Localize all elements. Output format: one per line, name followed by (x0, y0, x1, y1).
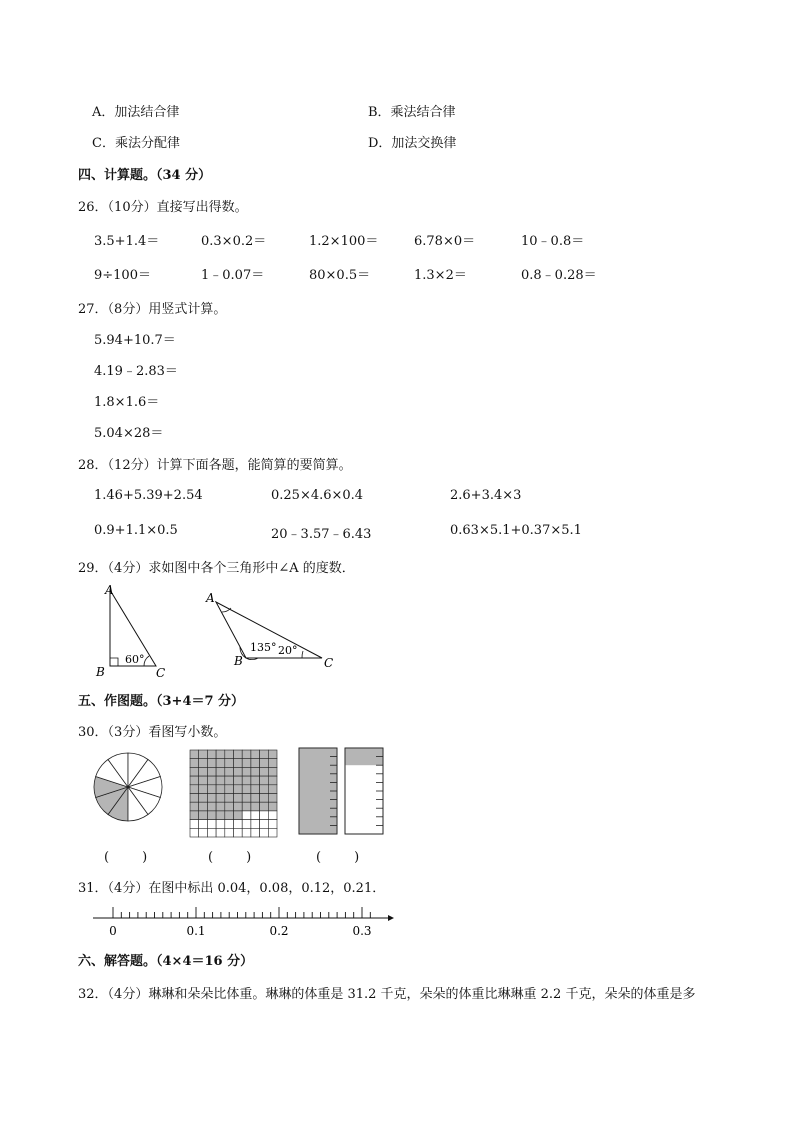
q26-r2-5: 0.8﹣0.28＝ (521, 268, 597, 283)
grid-cell (207, 828, 216, 837)
grid-cell (207, 785, 216, 794)
q32-stem: 32．（4分）琳琳和朵朵比体重。琳琳的体重是 31.2 千克，朵朵的体重比琳琳重 2.2 千克，朵朵的体重是多 (78, 987, 696, 1002)
grid-cell (199, 776, 208, 785)
grid-cell (225, 820, 234, 829)
grid-cell (216, 759, 225, 768)
grid-cell (225, 802, 234, 811)
grid-cell (225, 759, 234, 768)
grid-cell (190, 776, 199, 785)
grid-cell (225, 811, 234, 820)
grid-cell (190, 794, 199, 803)
grid-cell (251, 802, 260, 811)
grid-cell (207, 759, 216, 768)
grid-cell (268, 802, 277, 811)
q30-blank-2[interactable]: ( ) (208, 850, 252, 865)
grid-cell (234, 811, 243, 820)
grid-cell (207, 794, 216, 803)
grid-cell (260, 820, 269, 829)
grid-cell (190, 802, 199, 811)
grid-cell (199, 767, 208, 776)
grid-cell (207, 750, 216, 759)
grid-cell (190, 811, 199, 820)
q26-r1-3: 1.2×100＝ (309, 234, 379, 249)
grid-cell (260, 828, 269, 837)
grid-cell (268, 811, 277, 820)
q30-stem: 30．（3分）看图写小数。 (78, 725, 227, 740)
q28-r1-3: 2.6+3.4×3 (450, 488, 522, 503)
q26-r2-4: 1.3×2＝ (414, 268, 467, 283)
tri1-label-a: A (105, 583, 114, 597)
tri2-angle-b: 135° (250, 641, 277, 654)
tri1-angle-c: 60° (125, 653, 145, 666)
decimal-bars (299, 748, 383, 834)
number-line-arrow (388, 915, 394, 921)
grid-cell (251, 750, 260, 759)
grid-cell (216, 750, 225, 759)
q30-blank-1[interactable]: ( ) (104, 850, 148, 865)
q27-item-2: 4.19﹣2.83＝ (94, 364, 178, 379)
grid-cell (190, 828, 199, 837)
grid-cell (216, 776, 225, 785)
grid-cell (225, 785, 234, 794)
q26-r1-1: 3.5+1.4＝ (94, 234, 160, 249)
grid-cell (260, 811, 269, 820)
number-line-label-0.3: 0.3 (352, 924, 372, 938)
grid-cell (190, 759, 199, 768)
q30-figures (90, 745, 390, 840)
grid-cell (242, 759, 251, 768)
grid-cell (268, 767, 277, 776)
grid-cell (199, 759, 208, 768)
grid-cell (225, 750, 234, 759)
grid-cell (225, 794, 234, 803)
q29-triangles-figure (90, 580, 350, 680)
q26-r2-2: 1﹣0.07＝ (201, 268, 265, 283)
section-5-title: 五、作图题。（3+4＝7 分） (78, 694, 245, 709)
option-b: B．乘法结合律 (368, 105, 456, 120)
tri2-angle-c: 20° (278, 644, 298, 657)
decimal-circle (94, 753, 162, 821)
q30-blank-3[interactable]: ( ) (316, 850, 360, 865)
section-4-title: 四、计算题。（34 分） (78, 168, 212, 183)
grid-cell (225, 828, 234, 837)
q26-r2-1: 9÷100＝ (94, 268, 151, 283)
grid-cell (251, 759, 260, 768)
grid-cell (260, 776, 269, 785)
grid-cell (216, 828, 225, 837)
q28-r1-1: 1.46+5.39+2.54 (94, 488, 203, 503)
grid-cell (199, 811, 208, 820)
grid-cell (242, 776, 251, 785)
grid-cell (216, 767, 225, 776)
grid-cell (225, 776, 234, 785)
number-line-label-0.1: 0.1 (186, 924, 206, 938)
option-d: D．加法交换律 (368, 136, 457, 151)
grid-cell (268, 820, 277, 829)
grid-cell (260, 794, 269, 803)
option-c: C．乘法分配律 (92, 136, 180, 151)
grid-cell (234, 785, 243, 794)
grid-cell (199, 794, 208, 803)
grid-cell (268, 794, 277, 803)
grid-cell (190, 750, 199, 759)
grid-cell (251, 767, 260, 776)
q27-item-1: 5.94+10.7＝ (94, 333, 176, 348)
grid-cell (207, 767, 216, 776)
tri1-label-b: B (96, 665, 105, 679)
grid-cell (242, 820, 251, 829)
q28-r1-2: 0.25×4.6×0.4 (271, 488, 364, 503)
grid-cell (234, 820, 243, 829)
grid-cell (207, 776, 216, 785)
q28-r2-3: 0.63×5.1+0.37×5.1 (450, 523, 582, 538)
grid-cell (207, 802, 216, 811)
grid-cell (216, 802, 225, 811)
grid-cell (260, 767, 269, 776)
q26-r2-3: 80×0.5＝ (309, 268, 371, 283)
grid-cell (242, 750, 251, 759)
q28-r2-1: 0.9+1.1×0.5 (94, 523, 178, 538)
grid-cell (268, 828, 277, 837)
number-line (90, 902, 395, 942)
grid-cell (242, 802, 251, 811)
grid-cell (268, 785, 277, 794)
grid-cell (251, 820, 260, 829)
q29-stem: 29．（4分）求如图中各个三角形中∠A 的度数． (78, 561, 355, 576)
grid-cell (199, 750, 208, 759)
q28-r2-2: 20﹣3.57﹣6.43 (271, 527, 372, 542)
grid-cell (242, 811, 251, 820)
decimal-grid (190, 750, 277, 837)
grid-cell (216, 785, 225, 794)
grid-cell (234, 759, 243, 768)
q28-stem: 28．（12分）计算下面各题，能简算的要简算。 (78, 458, 352, 473)
number-line-label-0: 0 (109, 924, 117, 938)
grid-cell (190, 785, 199, 794)
q26-r1-5: 10﹣0.8＝ (521, 234, 585, 249)
grid-cell (260, 750, 269, 759)
grid-cell (190, 767, 199, 776)
option-a: A．加法结合律 (92, 105, 180, 120)
grid-cell (225, 767, 234, 776)
grid-cell (242, 828, 251, 837)
grid-cell (251, 785, 260, 794)
q31-stem: 31．（4分）在图中标出 0.04，0.08，0.12，0.21． (78, 881, 386, 896)
grid-cell (216, 811, 225, 820)
grid-cell (234, 794, 243, 803)
grid-cell (216, 794, 225, 803)
grid-cell (199, 785, 208, 794)
tri2-label-b: B (234, 654, 243, 668)
grid-cell (234, 776, 243, 785)
grid-cell (268, 759, 277, 768)
tri2-label-c: C (324, 656, 334, 670)
section-6-title: 六、解答题。（4×4＝16 分） (78, 954, 254, 969)
grid-cell (251, 811, 260, 820)
grid-cell (199, 828, 208, 837)
grid-cell (190, 820, 199, 829)
grid-cell (234, 767, 243, 776)
grid-cell (260, 785, 269, 794)
grid-cell (242, 767, 251, 776)
grid-cell (207, 811, 216, 820)
grid-cell (268, 750, 277, 759)
tri2-label-a: A (206, 591, 215, 605)
grid-cell (234, 802, 243, 811)
number-line-label-0.2: 0.2 (269, 924, 289, 938)
q26-stem: 26．（10分）直接写出得数。 (78, 200, 248, 215)
grid-cell (199, 820, 208, 829)
grid-cell (216, 820, 225, 829)
grid-cell (242, 785, 251, 794)
grid-cell (242, 794, 251, 803)
q27-stem: 27．（8分）用竖式计算。 (78, 302, 227, 317)
grid-cell (251, 776, 260, 785)
grid-cell (251, 828, 260, 837)
grid-cell (260, 759, 269, 768)
tri1-label-c: C (156, 666, 166, 680)
grid-cell (268, 776, 277, 785)
grid-cell (260, 802, 269, 811)
q26-r1-4: 6.78×0＝ (414, 234, 476, 249)
grid-cell (199, 802, 208, 811)
q27-item-3: 1.8×1.6＝ (94, 395, 160, 410)
q27-item-4: 5.04×28＝ (94, 426, 164, 441)
grid-cell (207, 820, 216, 829)
grid-cell (234, 750, 243, 759)
grid-cell (251, 794, 260, 803)
q26-r1-2: 0.3×0.2＝ (201, 234, 267, 249)
grid-cell (234, 828, 243, 837)
